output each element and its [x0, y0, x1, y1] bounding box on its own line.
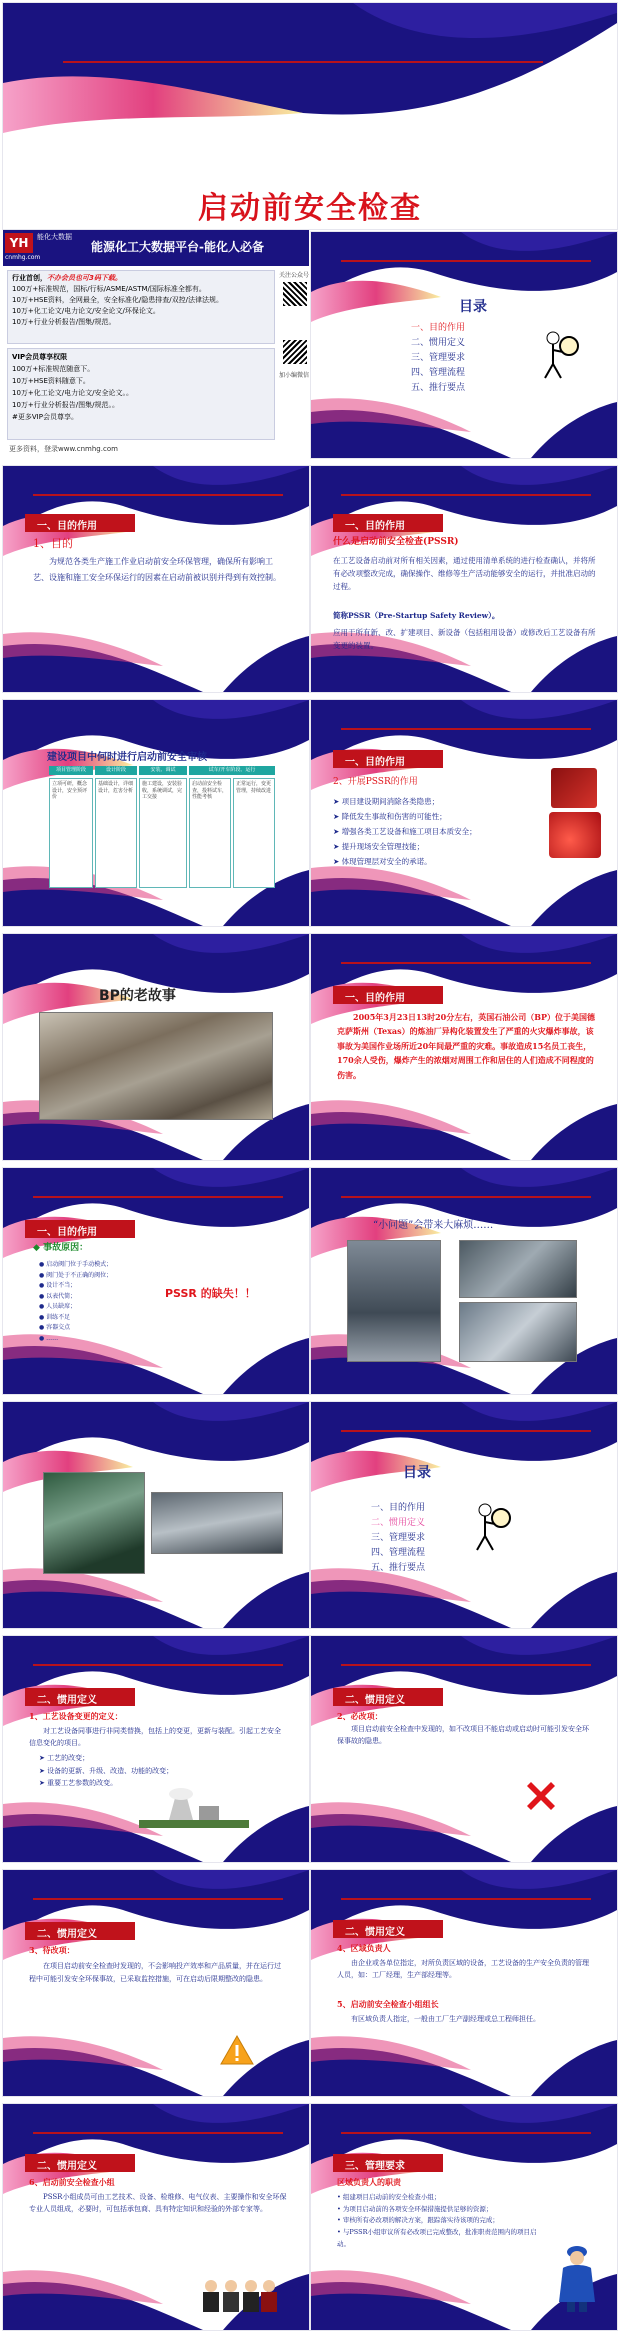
presentation-title: 启动前安全检查 — [198, 191, 422, 226]
section-bar: 一、目的作用 — [333, 986, 443, 1004]
section-bar: 一、目的作用 — [333, 514, 443, 532]
list-item: ● 设计不当； — [39, 1282, 77, 1289]
slide-divider — [341, 260, 591, 262]
callout-text: PSSR 的缺失！！ — [165, 1287, 256, 1300]
title-slide — [3, 3, 617, 229]
logo-sub: cnmhg.com — [5, 254, 41, 261]
slide-body: 在工艺设备启动前对所有相关因素，通过使用清单系统的进行检查确认，并将所有必改项整改完成，确保操作、维修等生产活动能够安全的运行，并批准启动的过程。 — [333, 556, 596, 592]
pipe-photo — [151, 1492, 283, 1554]
section-bar: 二、惯用定义 — [25, 1688, 135, 1706]
slide-heading: 2、必改项： — [337, 1711, 383, 1721]
slide-heading: ◆ 事故原因： — [33, 1243, 89, 1253]
slide-toc-1 — [311, 232, 617, 458]
vip-line: 10万+化工论文/电力论文/安全论文。。 — [12, 389, 133, 397]
section-bar: 三、管理要求 — [333, 2154, 443, 2172]
promo-line: 100万+标准规范，国标/行标/ASME/ASTM/国际标准全都有。 — [12, 285, 206, 293]
slide-accident-causes — [3, 1168, 309, 1394]
slide-title: BP的老故事 — [99, 988, 176, 1004]
slide-body: 项目启动前安全检查中发现的，如不改项目不能启动或启动时可能引发安全环保事故的隐患。 — [337, 1725, 589, 1745]
hero-divider — [63, 61, 543, 63]
toc-item[interactable]: 四、管理流程 — [411, 368, 466, 378]
change-list — [39, 1752, 173, 1790]
slide-small-problems — [311, 1168, 617, 1394]
slide-divider — [341, 1664, 591, 1666]
toc-item[interactable]: 二、惯用定义 — [371, 1518, 426, 1528]
slide-divider — [341, 728, 591, 730]
slide-heading: 什么是启动前安全检查(PSSR) — [333, 537, 459, 547]
toc-item[interactable]: 一、目的作用 — [411, 323, 466, 333]
promo-footer-link[interactable]: 更多资料，登录www.cnmhg.com — [9, 445, 118, 453]
phase-header: 设计阶段 — [95, 766, 137, 775]
vip-box — [7, 348, 275, 440]
slide-body: 为规范各类生产施工作业启动前安全环保管理，确保所有影响工艺、设施和施工安全环保运行的因素在启动前被识别并得到有效控制。 — [33, 557, 281, 582]
list-item: ➤ 提升现场安全管理技能； — [333, 842, 425, 851]
list-item: ➤ 体现管理层对安全的承诺。 — [333, 857, 432, 866]
list-item: • 组建项目启动前的安全检查小组； — [337, 2193, 441, 2201]
list-item: ➤ 增强各类工艺设备和施工项目本质安全； — [333, 827, 477, 836]
phase-column: 启动前安全检查，投料试车，性能考核 — [189, 778, 231, 888]
slide-divider — [341, 962, 591, 964]
toc-item[interactable]: 五、推行要点 — [411, 383, 466, 393]
promo-heading: 行业首创，不办会员也可3码下载。 — [12, 274, 122, 282]
slide-heading: 2、开展PSSR的作用 — [333, 777, 418, 787]
section-bar: 二、惯用定义 — [333, 1688, 443, 1706]
section-bar: 一、目的作用 — [333, 750, 443, 768]
vip-heading: VIP会员尊享权限 — [12, 353, 68, 361]
slide-heading: 6、启动前安全检查小组 — [29, 2177, 115, 2187]
slide-bp-story — [3, 934, 309, 1160]
slide-title: “小问题”会带来大麻烦…… — [373, 1220, 494, 1231]
team-people-image — [199, 2278, 279, 2312]
slide-divider — [341, 1196, 591, 1198]
slide-pssr-effects — [311, 700, 617, 926]
toc-item[interactable]: 四、管理流程 — [371, 1548, 426, 1558]
list-item: ➤ 项目建设期间消除各类隐患； — [333, 797, 440, 806]
logo-text: 能化大数据 — [37, 233, 72, 241]
slide-background — [311, 1870, 617, 2096]
list-item: ➤ 工艺的改变； — [39, 1754, 90, 1762]
section-bar: 一、目的作用 — [25, 1220, 135, 1238]
slide-divider — [341, 1430, 591, 1432]
section-bar: 二、惯用定义 — [25, 1922, 135, 1940]
slide-heading: 4、区域负责人 — [337, 1943, 391, 1953]
section-bar: 二、惯用定义 — [25, 2154, 135, 2172]
chain-image — [551, 768, 597, 808]
phase-column: 施工建设，安装验收，系统调试，完工交接 — [139, 778, 187, 888]
more-line: #更多VIP会员尊享。 — [12, 413, 78, 421]
safety-chain-image — [549, 812, 601, 858]
qr-code-icon — [283, 340, 307, 364]
slide-background — [311, 1402, 617, 1628]
toc-list — [411, 318, 465, 395]
pipe-valve-photo — [43, 1472, 145, 1574]
list-item: ● …… — [39, 1334, 59, 1342]
slide-when-pssr — [3, 700, 309, 926]
vip-line: 100万+标准规范随意下。 — [12, 365, 95, 373]
magnifier-figure-icon — [539, 328, 583, 380]
promo-panel — [3, 230, 309, 462]
causes-list — [39, 1260, 112, 1344]
slide-divider — [341, 2132, 591, 2134]
list-item: ● 以表代简； — [39, 1292, 77, 1300]
phase-column: 基础设计，详细设计，危害分析 — [95, 778, 137, 888]
explosion-site-photo — [39, 1012, 273, 1120]
promo-header — [3, 230, 309, 266]
power-plant-image — [139, 1788, 249, 1828]
slide-body-2: 有区域负责人指定，一般由工厂生产副经理或总工程师担任。 — [351, 2015, 540, 2023]
equipment-photo — [459, 1302, 577, 1362]
slide-purpose — [3, 466, 309, 692]
slide-pssr-team — [3, 2104, 309, 2330]
slide-background — [311, 1636, 617, 1862]
list-item: • 为项目启动前的各项安全环保措施提供足够的资源； — [337, 2204, 493, 2213]
slide-body: PSSR小组成员可由工艺技术、设备、检维修、电气仪表、主要操作和安全环保专业人员组成，必要时，可包括承包商、具有特定知识和经验的外部专家等。 — [29, 2193, 287, 2213]
list-item: ➤ 设备的更新、升级、改造、功能的改变； — [39, 1766, 174, 1775]
banner-title: 能源化工大数据平台-能化人必备 — [91, 240, 264, 254]
slide-area-owner — [311, 1870, 617, 2096]
list-item: ● 人员缺席； — [39, 1303, 77, 1310]
list-item: • 与PSSR小组审议所有必改项已完成整改，批准职责范围内的项目启动。 — [337, 2228, 537, 2248]
pssr-abbreviation: 简称PSSR（Pre-Startup Safety Review）。 — [333, 611, 500, 620]
list-item: ● 训练不足 — [39, 1313, 71, 1321]
equipment-photo — [347, 1240, 441, 1362]
slide-body: 在项目启动前安全检查时发现的，不会影响投产效率和产品质量，并在运行过程中可能引发安全环保事故，已采取监控措施，可在启动后限期整改的隐患。 — [29, 1962, 281, 1983]
phase-header: 试车/开车阶段、运行 — [189, 766, 275, 775]
equipment-photo — [459, 1240, 577, 1298]
promo-line: 10万+HSE资料，全网最全，安全标准化/隐患排查/双控/法律法规。 — [12, 296, 223, 304]
phase-column: 正常运行，变更管理，持续改进 — [233, 778, 275, 888]
phase-column: 立项可研，概念设计，安全预评价 — [49, 778, 93, 888]
slide-divider — [33, 1196, 283, 1198]
slide-toc-2 — [311, 1402, 617, 1628]
list-item: ➤ 降低发生事故和伤害的可能性； — [333, 812, 447, 821]
toc-item[interactable]: 三、管理要求 — [411, 353, 466, 363]
duties-list — [337, 2192, 537, 2250]
slide-divider — [33, 494, 283, 496]
slide-pending-fix — [3, 1870, 309, 2096]
qr-caption-bottom: 加小编微信 — [279, 372, 310, 379]
list-item: ➤ 重要工艺参数的改变。 — [39, 1779, 118, 1788]
toc-title: 目录 — [459, 299, 487, 315]
promo-box — [7, 270, 275, 344]
slide-title: 建设项目中何时进行启动前安全审核 — [47, 752, 207, 763]
slide-area-owner-duties — [311, 2104, 617, 2330]
slide-heading: 1、目的 — [33, 537, 73, 550]
qr-code-icon — [283, 282, 307, 306]
slide-bp-incident — [311, 934, 617, 1160]
toc-list — [371, 1498, 425, 1575]
slide-body: 2005年3月23日13时20分左右，英国石油公司（BP）位于美国德克萨斯州（Texas）的炼油厂异构化装置发生了严重的火灾爆炸事故，该事故为美国作业场所近20年间最严重的灾难。事故造成15名员工丧生，170余人受伤，爆炸产生的浓烟对周围工作和居住的人们造成不同程度的伤害。 — [337, 1012, 596, 1080]
slide-heading-2: 5、启动前安全检查小组组长 — [337, 1999, 439, 2009]
qr-caption-top: 关注公众号 — [279, 272, 310, 279]
slide-divider — [341, 1898, 591, 1900]
logo-icon: YH — [5, 233, 33, 253]
toc-title: 目录 — [403, 1465, 431, 1481]
slide-divider — [341, 494, 591, 496]
slide-what-is-pssr — [311, 466, 617, 692]
slide-heading: 3、待改项： — [29, 1945, 75, 1955]
warning-icon — [219, 2034, 255, 2066]
promo-line: 10万+行业分析报告/图集/规范。 — [12, 318, 116, 326]
toc-item[interactable]: 一、目的作用 — [371, 1503, 426, 1513]
worker-figure-icon — [555, 2242, 599, 2312]
slide-divider — [33, 2132, 283, 2134]
slide-change-definition — [3, 1636, 309, 1862]
list-item: ● 阀门处于不正确的阀位； — [39, 1271, 113, 1279]
slide-scope: 应用于所有新、改、扩建项目、新设备（包括租用设备）或修改后工艺设备有所变更的装置。 — [333, 628, 596, 651]
cross-mark-icon — [521, 1776, 561, 1816]
vip-line: 10万+行业分析报告/图集/规范。。 — [12, 401, 119, 409]
phase-header: 项目管理阶段 — [49, 766, 93, 775]
section-bar: 一、目的作用 — [25, 514, 135, 532]
slide-must-fix — [311, 1636, 617, 1862]
toc-item[interactable]: 三、管理要求 — [371, 1533, 426, 1543]
vip-line: 10万+HSE资料随意下。 — [12, 377, 90, 385]
list-item: ● 容器交点 — [39, 1324, 71, 1331]
toc-item[interactable]: 二、惯用定义 — [411, 338, 466, 348]
slide-heading: 1、工艺设备变更的定义： — [29, 1711, 123, 1721]
slide-body: 由企业或各单位指定，对所负责区域的设备，工艺设备的生产安全负责的管理人员，如：工厂经理，生产部经理等。 — [337, 1959, 589, 1979]
slide-heading: 区域负责人的职责 — [337, 2177, 401, 2187]
slide-divider — [33, 1898, 283, 1900]
slide-photos — [3, 1402, 309, 1628]
magnifier-figure-icon — [471, 1500, 515, 1552]
phase-header: 安装、调试 — [139, 766, 187, 775]
effects-list — [333, 794, 533, 869]
slide-divider — [33, 1664, 283, 1666]
section-bar: 二、惯用定义 — [333, 1920, 443, 1938]
list-item: ● 启动阀门位于手动模式； — [39, 1261, 113, 1268]
toc-item[interactable]: 五、推行要点 — [371, 1563, 426, 1573]
slide-body: 对工艺设备同事进行非同类替换，包括上的变更，更新与装配。引起工艺安全信息变化的项目。 — [29, 1727, 281, 1747]
promo-line: 10万+化工论文/电力论文/安全论文/环保论文。 — [12, 307, 160, 315]
list-item: • 审核所有必改项的解决方案，跟踪落实待该项的完成； — [337, 2216, 499, 2225]
